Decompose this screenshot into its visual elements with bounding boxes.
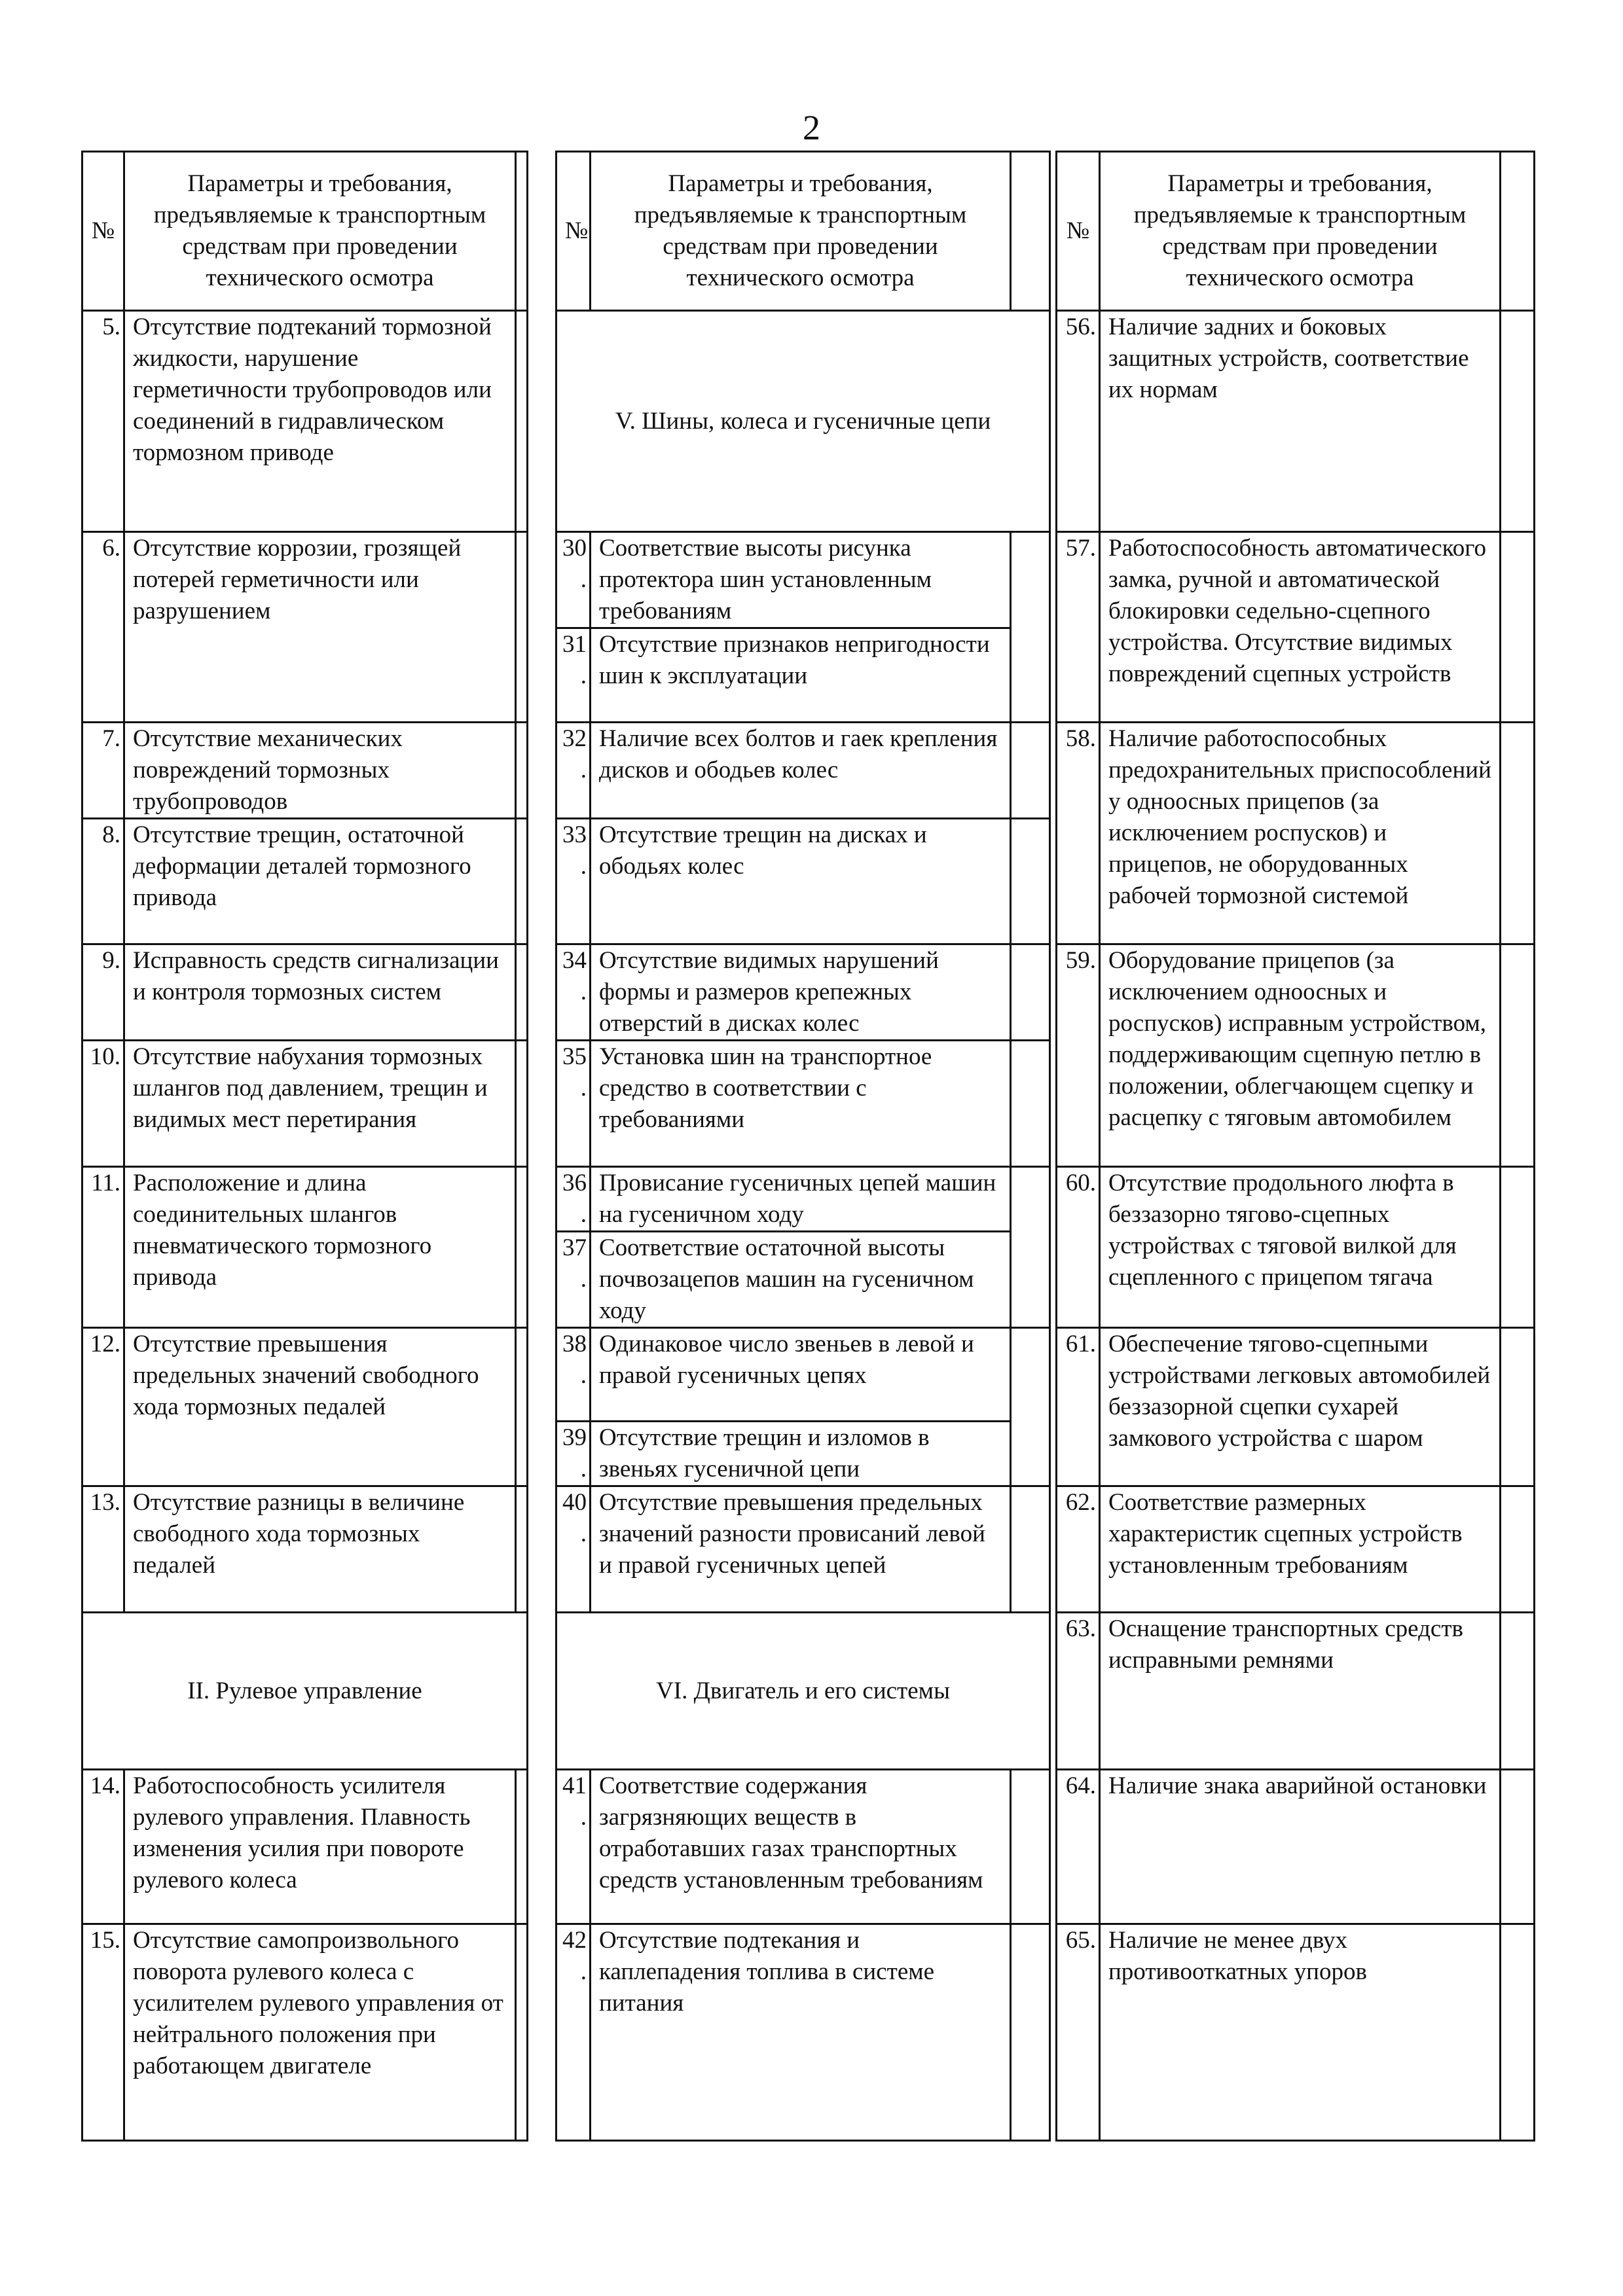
item-text: Соответствие содержания загрязняющих веществ в отработавших газах транспортных средств установленным требованиям [591,1770,1011,1924]
table-row [82,1770,1535,1924]
item-text: Отсутствие подтеканий тормозной жидкости, нарушение герметичности трубопроводов или соединений в гидравлическом тормозном приводе [124,311,516,532]
table-row [82,723,1535,819]
col3-num-header: № [1057,152,1100,311]
col3-blank-header [1501,152,1535,311]
col2-blank-header [1011,152,1050,311]
header-row [82,152,1535,311]
item-text: Расположение и длина соединительных шлангов пневматического тормозного привода [124,1167,516,1328]
item-text: Отсутствие признаков непригодности шин к эксплуатации [591,628,1011,723]
item-number: 33. [556,819,591,944]
table-row [82,311,1535,532]
item-number: 5. [82,311,124,532]
table-row [82,1486,1535,1613]
item-number: 56. [1057,311,1100,532]
section-heading: II. Рулевое управление [82,1613,528,1770]
item-text: Отсутствие трещин, остаточной деформации деталей тормозного привода [124,819,516,944]
item-text: Отсутствие механических повреждений тормозных трубопроводов [124,723,516,819]
item-text: Установка шин на транспортное средство в соответствии с требованиями [591,1041,1011,1167]
item-number: 9. [82,944,124,1041]
table-row [82,1328,1535,1422]
item-text: Наличие знака аварийной остановки [1100,1770,1501,1924]
item-text: Обеспечение тягово-сцепными устройствами легковых автомобилей беззазорной сцепки сухарей замкового устройства с шаром [1100,1328,1501,1486]
item-text: Отсутствие видимых нарушений формы и размеров крепежных отверстий в дисках колес [591,944,1011,1041]
item-text: Соответствие остаточной высоты почвозацепов машин на гусеничном ходу [591,1232,1011,1328]
item-number: 60. [1057,1167,1100,1328]
item-text: Соответствие высоты рисунка протектора шин установленным требованиям [591,532,1011,628]
item-text: Отсутствие трещин на дисках и ободьях колес [591,819,1011,944]
item-number: 62. [1057,1486,1100,1613]
section-heading: VI. Двигатель и его системы [556,1613,1050,1770]
item-text: Отсутствие коррозии, грозящей потерей герметичности или разрушением [124,532,516,723]
item-text: Оборудование прицепов (за исключением одноосных и роспусков) исправным устройством, поддерживающим сцепную петлю в положении, облегчающем сцепку и расцепку с тяговым автомобилем [1100,944,1501,1167]
gap-1 [528,152,556,311]
item-text: Наличие всех болтов и гаек крепления дисков и ободьев колес [591,723,1011,819]
item-number: 30. [556,532,591,628]
item-number: 38. [556,1328,591,1422]
item-number: 10. [82,1041,124,1167]
item-number: 58. [1057,723,1100,944]
item-number: 42. [556,1924,591,2141]
item-text: Наличие не менее двух противооткатных упоров [1100,1924,1501,2141]
section-heading: V. Шины, колеса и гусеничные цепи [556,311,1050,532]
item-number: 8. [82,819,124,944]
item-number: 32. [556,723,591,819]
col3-title-header: Параметры и требования, предъявляемые к транспортным средствам при проведении технического осмотра [1100,152,1501,311]
item-text: Одинаковое число звеньев в левой и правой гусеничных цепях [591,1328,1011,1422]
item-number: 6. [82,532,124,723]
item-text: Наличие работоспособных предохранительных приспособлений у одноосных прицепов (за исключением роспусков) и прицепов, не оборудованных рабочей тормозной системой [1100,723,1501,944]
item-text: Наличие задних и боковых защитных устройств, соответствие их нормам [1100,311,1501,532]
item-number: 65. [1057,1924,1100,2141]
item-text: Отсутствие набухания тормозных шлангов под давлением, трещин и видимых мест перетирания [124,1041,516,1167]
item-number: 13. [82,1486,124,1613]
inspection-requirements-table [81,151,1535,2142]
item-number: 37. [556,1232,591,1328]
table-row [82,532,1535,628]
item-number: 40. [556,1486,591,1613]
gap-2 [1050,152,1057,311]
table-row [82,944,1535,1041]
item-number: 41. [556,1770,591,1924]
item-text: Отсутствие продольного люфта в беззазорно тягово-сцепных устройствах с тяговой вилкой для сцепленного с прицепом тягача [1100,1167,1501,1328]
item-text: Отсутствие подтекания и каплепадения топлива в системе питания [591,1924,1011,2141]
item-text: Отсутствие разницы в величине свободного хода тормозных педалей [124,1486,516,1613]
item-number: 12. [82,1328,124,1486]
item-text: Исправность средств сигнализации и контроля тормозных систем [124,944,516,1041]
item-number: 39. [556,1422,591,1486]
page-number: 2 [803,108,820,147]
item-text: Отсутствие трещин и изломов в звеньях гусеничной цепи [591,1422,1011,1486]
item-number: 59. [1057,944,1100,1167]
item-text: Отсутствие превышения предельных значений разности провисаний левой и правой гусеничных цепей [591,1486,1011,1613]
item-number: 15. [82,1924,124,2141]
col2-num-header: № [556,152,591,311]
item-number: 35. [556,1041,591,1167]
item-text: Отсутствие превышения предельных значений свободного хода тормозных педалей [124,1328,516,1486]
item-number: 64. [1057,1770,1100,1924]
table-row [82,1613,1535,1770]
item-number: 61. [1057,1328,1100,1486]
item-number: 11. [82,1167,124,1328]
item-text: Оснащение транспортных средств исправными ремнями [1100,1613,1501,1770]
item-number: 63. [1057,1613,1100,1770]
table-row [82,1924,1535,2141]
item-text: Провисание гусеничных цепей машин на гусеничном ходу [591,1167,1011,1232]
item-number: 14. [82,1770,124,1924]
item-text: Отсутствие самопроизвольного поворота рулевого колеса с усилителем рулевого управления от нейтрального положения при работающем двигателе [124,1924,516,2141]
col1-blank-header [516,152,528,311]
table-row [82,1167,1535,1232]
item-text: Работоспособность автоматического замка, ручной и автоматической блокировки седельно-сцепного устройства. Отсутствие видимых повреждений сцепных устройств [1100,532,1501,723]
item-text: Соответствие размерных характеристик сцепных устройств установленным требованиям [1100,1486,1501,1613]
item-number: 36. [556,1167,591,1232]
item-number: 57. [1057,532,1100,723]
item-number: 31. [556,628,591,723]
col1-num-header: № [82,152,124,311]
col1-title-header: Параметры и требования, предъявляемые к транспортным средствам при проведении технического осмотра [124,152,516,311]
col2-title-header: Параметры и требования, предъявляемые к транспортным средствам при проведении технического осмотра [591,152,1011,311]
item-text: Работоспособность усилителя рулевого управления. Плавность изменения усилия при повороте рулевого колеса [124,1770,516,1924]
item-number: 7. [82,723,124,819]
item-number: 34. [556,944,591,1041]
